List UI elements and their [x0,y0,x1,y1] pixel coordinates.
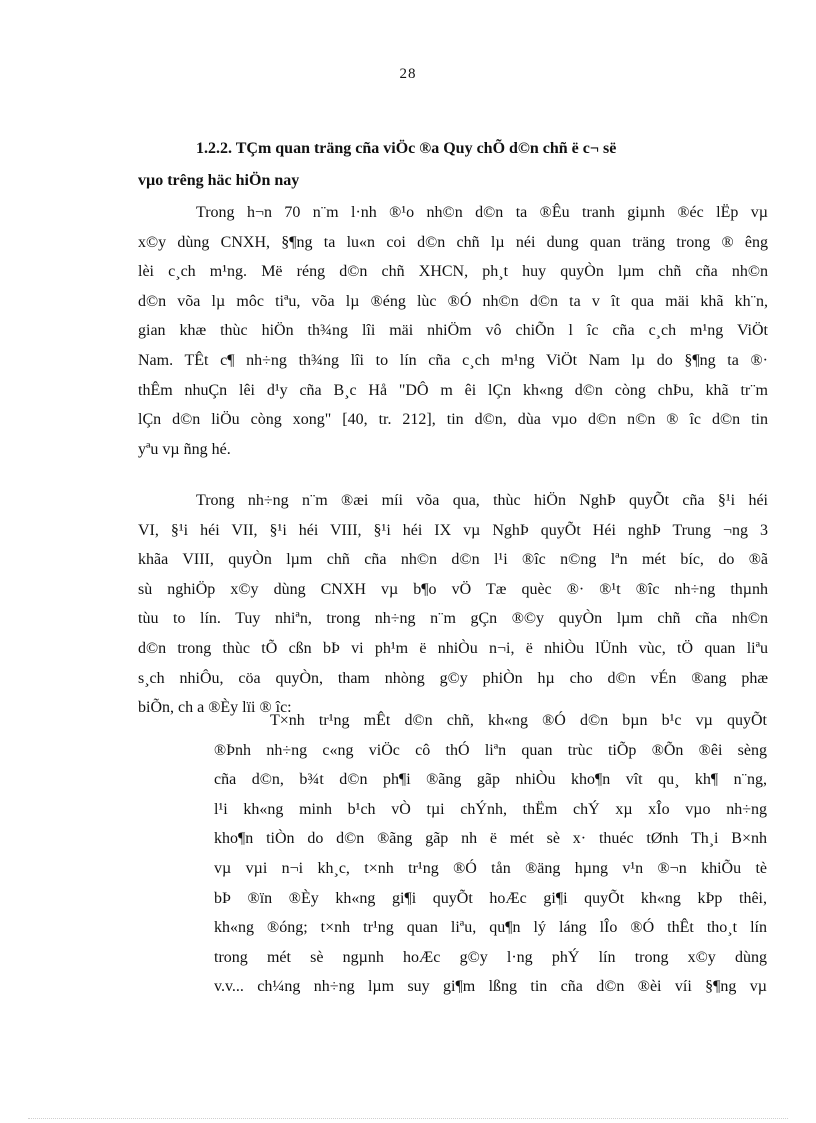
heading-line-1: 1.2.2. TÇm quan träng cña viÖc ®a Quy chÕ d©n chñ ë c¬ së [196,140,617,157]
quote-line: ®Þnh nh÷ng c«ng viÖc cô thÓ liªn quan trùc tiÕp ®Õn ®êi sèng [214,741,767,759]
quote-line: kho¶n tiÒn do d©n ®ãng gãp nh ë mét sè x· thuéc tØnh Th¸i B×nh [214,830,767,848]
text-line: yªu vµ ñng hé. [138,440,231,458]
quote-line: vµ vµi n¬i kh¸c, t×nh tr¹ng ®Ó tån ®äng hµng v¹n ®¬n khiÕu tè [214,859,767,877]
text-line: tùu to lín. Tuy nhiªn, trong nh÷ng n¨m gÇn ®©y quyÒn lµm chñ cña nh©n [138,610,768,628]
text-line: lèi c¸ch m¹ng. Më réng d©n chñ XHCN, ph¸t huy quyÒn lµm chñ cña nh©n [138,263,768,281]
quote-line: l¹i kh«ng minh b¹ch vÒ tµi chÝnh, thËm chÝ xµ xÎo vµo nh÷ng [214,800,767,818]
text-line: thÊm nhuÇn lêi d¹y cña B¸c Hå "DÔ m êi lÇn kh«ng d©n còng chÞu, khã tr¨m [138,381,768,399]
text-line: lÇn d©n liÖu còng xong" [40, tr. 212], tin d©n, dùa vµo d©n n©n ® îc d©n tin [138,411,768,429]
text-line: khãa VIII, quyÒn lµm chñ cña nh©n d©n l¹i ®îc n©ng lªn mét bíc, do ®ã [138,551,768,569]
quote-line: trong mét sè ngµnh hoÆc g©y l·ng phÝ lín trong x©y dùng [214,948,767,966]
quote-line: cña d©n, b¾t d©n ph¶i ®ãng gãp nhiÒu kho¶n vît qu¸ kh¶ n¨ng, [214,771,767,789]
text-line: gian khæ thùc hiÖn th¾ng lîi mäi nhiÖm vô chiÕn l îc cña c¸ch m¹ng ViÖt [138,322,768,340]
text-line: biÕn, ch a ®Èy lïi ® îc: [138,699,292,717]
page-number: 28 [399,66,417,82]
section-heading [138,133,768,197]
text-line: sù nghiÖp x©y dùng CNXH vµ b¶o vÖ Tæ quèc ®· ®¹t ®îc nh÷ng thµnh [138,580,768,598]
block-quote [214,706,767,1002]
quote-line: kh«ng ®óng; t×nh tr¹ng quan liªu, qu¶n lý láng lÎo ®Ó thÊt tho¸t lín [214,919,767,937]
text-line: s¸ch nhiÔu, cöa quyÒn, tham nhòng g©y phiÒn hµ cho d©n vÉn ®ang phæ [138,669,768,687]
text-line: VI, §¹i héi VII, §¹i héi VIII, §¹i héi IX vµ NghÞ quyÕt Héi nghÞ Trung ¬ng 3 [138,521,768,539]
text-line: x©y dùng CNXH, §¶ng ta lu«n coi d©n chñ lµ néi dung quan träng trong ® êng [138,233,768,251]
text-line: Nam. TÊt c¶ nh÷ng th¾ng lîi to lín cña c¸ch m¹ng ViÖt Nam lµ do §¶ng ta ®· [138,351,768,369]
body-paragraph-2 [138,486,768,723]
text-line: d©n trong thùc tÕ cßn bÞ vi ph¹m ë nhiÒu n¬i, ë nhiÒu lÜnh vùc, tÖ quan liªu [138,639,768,657]
body-paragraph-1 [138,198,768,464]
text-line: Trong h¬n 70 n¨m l·nh ®¹o nh©n d©n ta ®Êu tranh giµnh ®éc lËp vµ [196,204,768,221]
page-bottom-divider [28,1118,788,1119]
quote-line: v.v... ch¼ng nh÷ng lµm suy gi¶m lßng tin cña d©n ®èi víi §¶ng vµ [214,978,767,996]
heading-line-2: vµo trêng häc hiÖn nay [138,172,300,189]
text-line: Trong nh÷ng n¨m ®æi míi võa qua, thùc hiÖn NghÞ quyÕt cña §¹i héi [196,492,768,509]
text-line: d©n võa lµ môc tiªu, võa lµ ®éng lùc ®Ó nh©n d©n ta v ît qua mäi khã kh¨n, [138,292,768,310]
quote-line: T×nh tr¹ng mÊt d©n chñ, kh«ng ®Ó d©n bµn b¹c vµ quyÕt [270,712,767,729]
quote-line: bÞ ®ïn ®Èy kh«ng gi¶i quyÕt hoÆc gi¶i quyÕt kh«ng kÞp thêi, [214,889,767,907]
